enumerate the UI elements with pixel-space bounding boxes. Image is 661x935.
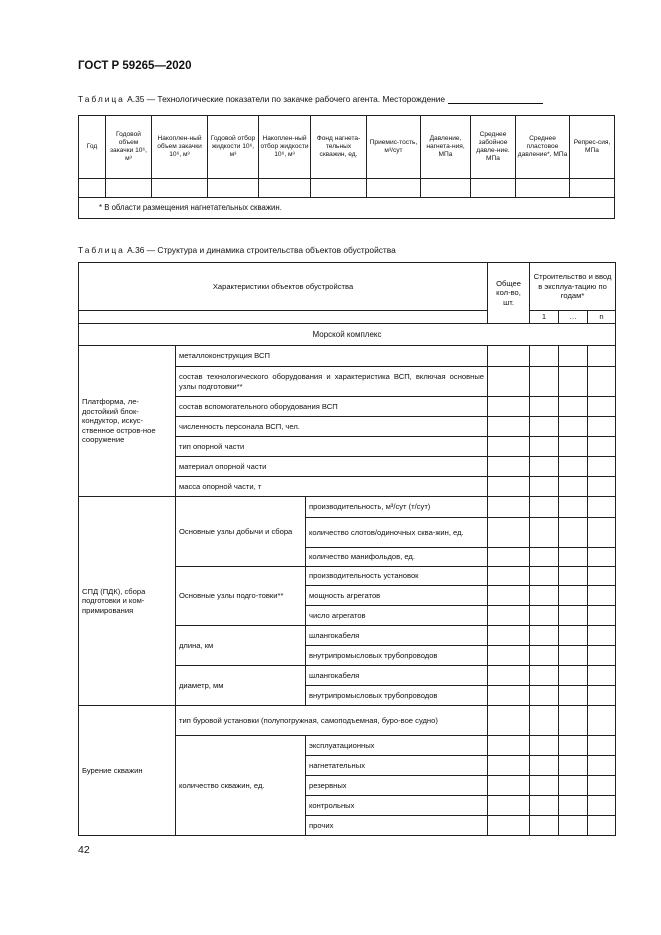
row-label: контрольных — [306, 796, 488, 816]
year-header: n — [588, 311, 616, 324]
row-label: прочих — [306, 816, 488, 836]
group-label: Основные узлы подго-товки** — [176, 567, 306, 626]
table-row — [79, 179, 615, 198]
col-header: Накоплен-ный отбор жидкости 10⁶, м³ — [259, 116, 311, 179]
page-number: 42 — [78, 844, 90, 856]
col-header-total: Общее кол-во, шт. — [488, 263, 530, 324]
table-row — [79, 706, 616, 736]
row-label: тип буровой установки (полупогружная, самоподъемная, буро-вое судно) — [176, 706, 488, 736]
section-title: Морской комплекс — [79, 324, 616, 346]
row-label: масса опорной части, т — [176, 477, 488, 497]
table-row — [79, 346, 616, 367]
document-header: ГОСТ Р 59265—2020 — [78, 60, 192, 72]
row-label: производительность установок — [306, 567, 488, 586]
row-label: производительность, м³/сут (т/сут) — [306, 497, 488, 518]
col-header-construction: Строительство и ввод в эксплуа-тацию по годам* — [530, 263, 616, 311]
drill-label: Бурение скважин — [79, 706, 176, 836]
table-a35 — [78, 115, 615, 219]
table-a36-caption — [78, 245, 396, 255]
row-label: внутрипромысловых трубопроводов — [306, 646, 488, 666]
caption-label: Таблица — [78, 245, 125, 255]
row-label: состав технологического оборудования и характеристика ВСП, включая основные узлы подготовки** — [176, 367, 488, 397]
col-header: Накоплен-ный объем закачки 10⁶, м³ — [152, 116, 208, 179]
row-label: шлангокабеля — [306, 666, 488, 686]
table-row — [79, 497, 616, 518]
col-header: Фонд нагнета-тельных скважин, ед. — [311, 116, 367, 179]
row-label: материал опорной части — [176, 457, 488, 477]
col-header: Приемис-тость, м³/сут — [367, 116, 421, 179]
row-label: металлоконструкция ВСП — [176, 346, 488, 367]
table-a35-caption — [78, 94, 543, 104]
caption-text: А.36 — Структура и динамика строительства объектов обустройства — [124, 245, 396, 255]
table-footnote: * В области размещения нагнетательных скважин. — [79, 198, 615, 219]
row-label: тип опорной части — [176, 437, 488, 457]
group-label: длина, км — [176, 626, 306, 666]
col-header: Среднее пластовое давление*, МПа — [516, 116, 570, 179]
caption-label: Таблица — [78, 94, 125, 104]
row-label: эксплуатационных — [306, 736, 488, 756]
col-header: Давление, нагнета-ния, МПа — [421, 116, 471, 179]
row-label: шлангокабеля — [306, 626, 488, 646]
col-header: Годовой отбор жидкости 10⁶, м³ — [208, 116, 259, 179]
year-header: 1 — [530, 311, 559, 324]
blank-line — [448, 95, 543, 104]
footnote-row — [79, 198, 615, 219]
platform-label: Платформа, ле-достойкий блок-кондуктор, искус-ственное остров-ное сооружение — [79, 346, 176, 497]
group-label: диаметр, мм — [176, 666, 306, 706]
col-header-characteristics: Характеристики объектов обустройства — [79, 263, 488, 311]
table-header-row — [79, 116, 615, 179]
table-header-row — [79, 263, 616, 311]
col-header: Репрес-сия, МПа — [570, 116, 615, 179]
year-header: … — [559, 311, 588, 324]
row-label: состав вспомогательного оборудования ВСП — [176, 397, 488, 417]
section-row — [79, 324, 616, 346]
group-label: Основные узлы добычи и сбора — [176, 497, 306, 567]
group-label: количество скважин, ед. — [176, 736, 306, 836]
col-header: Годовой объем закачки 10⁶, м³ — [106, 116, 152, 179]
col-header: Год — [79, 116, 106, 179]
table-header-row — [79, 311, 616, 324]
row-label: нагнетательных — [306, 756, 488, 776]
col-header: Среднее забойное давле-ние. МПа — [471, 116, 516, 179]
table-a36 — [78, 262, 616, 836]
row-label: мощность агрегатов — [306, 586, 488, 606]
row-label: число агрегатов — [306, 606, 488, 626]
caption-text: А.35 — Технологические показатели по закачке рабочего агента. Месторождение — [124, 94, 446, 104]
spd-label: СПД (ПДК), сбора подготовки и ком-примирования — [79, 497, 176, 706]
row-label: количество слотов/одиночных сква-жин, ед. — [306, 518, 488, 548]
row-label: внутрипромысловых трубопроводов — [306, 686, 488, 706]
row-label: резервных — [306, 776, 488, 796]
row-label: численность персонала ВСП, чел. — [176, 417, 488, 437]
row-label: количество манифольдов, ед. — [306, 548, 488, 567]
